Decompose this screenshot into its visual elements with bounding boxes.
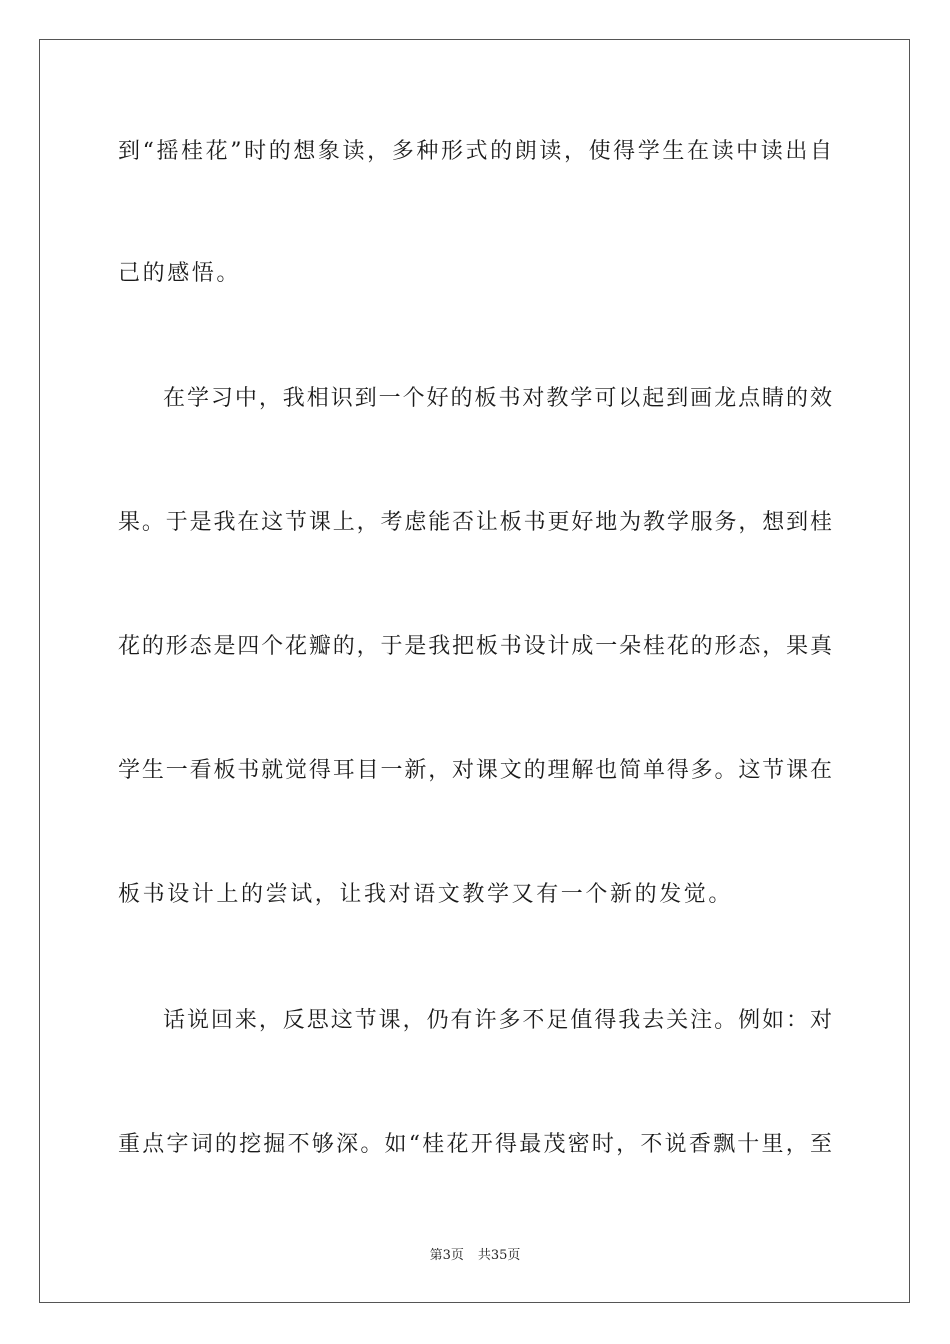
page-number: 第3页 — [429, 1248, 464, 1263]
page-total: 共35页 — [477, 1248, 521, 1263]
body-line-6: 学生一看板书就觉得耳目一新，对课文的理解也简单得多。这节课在 — [118, 758, 832, 783]
body-line-5: 花的形态是四个花瓣的，于是我把板书设计成一朵桂花的形态，果真 — [118, 634, 832, 659]
page-border — [39, 39, 910, 1303]
body-line-3: 在学习中，我相识到一个好的板书对教学可以起到画龙点睛的效 — [163, 386, 832, 411]
body-line-2: 己的感悟。 — [118, 261, 242, 286]
body-line-7: 板书设计上的尝试，让我对语文教学又有一个新的发觉。 — [118, 882, 734, 907]
body-line-4: 果。于是我在这节课上，考虑能否让板书更好地为教学服务，想到桂 — [118, 510, 832, 535]
page-footer — [0, 1247, 950, 1265]
body-line-1: 到“摇桂花”时的想象读，多种形式的朗读，使得学生在读中读出自 — [118, 139, 832, 164]
body-line-9: 重点字词的挖掘不够深。如“桂花开得最茂密时，不说香飘十里，至 — [118, 1132, 832, 1157]
body-line-8: 话说回来，反思这节课，仍有许多不足值得我去关注。例如：对 — [163, 1008, 832, 1033]
